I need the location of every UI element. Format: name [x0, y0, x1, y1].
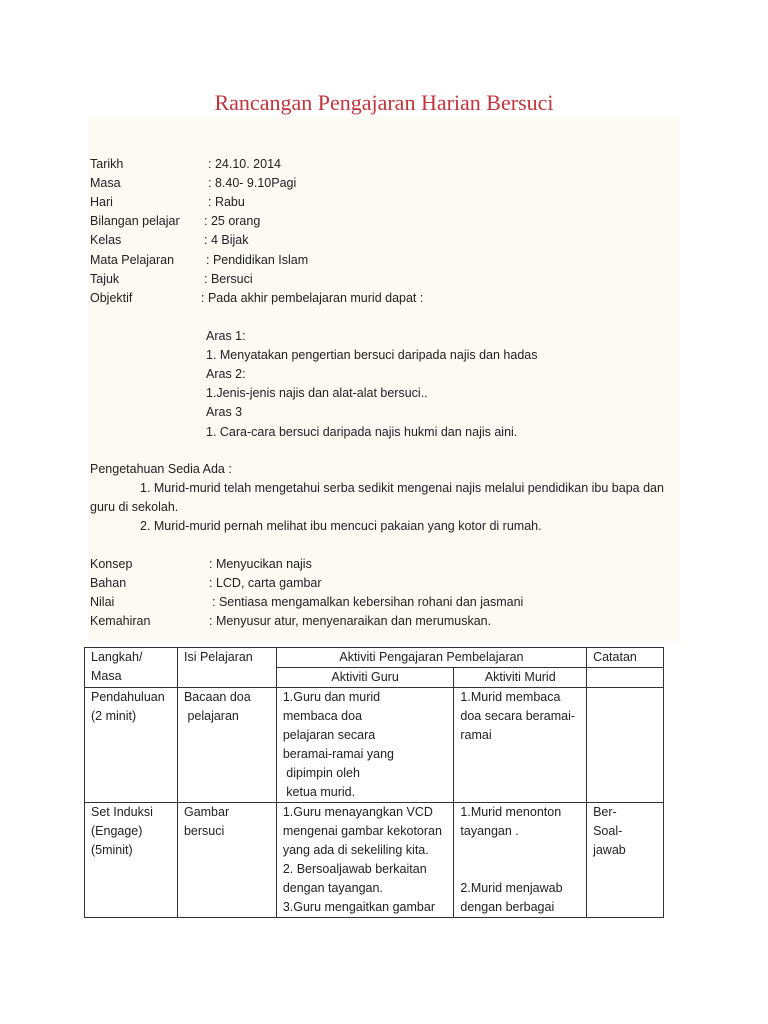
cell-line: pelajaran secara	[282, 728, 376, 742]
cell-line: yang ada di sekeliling kita.	[282, 843, 429, 857]
cell-line: jawab	[593, 843, 626, 857]
cell-line	[460, 841, 580, 860]
detail-value-kemahiran: : Menyusur atur, menyenaraikan dan merumuskan.	[209, 614, 492, 628]
info-panel	[88, 117, 680, 642]
cell-line: doa secara beramai-	[460, 709, 576, 723]
aras-3-label: Aras 3	[206, 405, 243, 419]
row2-isi	[177, 803, 276, 918]
row2-guru	[276, 803, 454, 918]
cell-line: (5minit)	[91, 843, 133, 857]
row1-isi	[177, 688, 276, 803]
detail-label-kemahiran: Kemahiran	[90, 614, 151, 628]
cell-line: dengan tayangan.	[282, 881, 383, 895]
detail-value-nilai: : Sentiasa mengamalkan kebersihan rohani dan jasmani	[212, 595, 524, 609]
cell-line: 1.Guru menayangkan VCD	[282, 805, 433, 819]
cell-line: beramai-ramai yang	[282, 747, 394, 761]
cell-line	[460, 860, 580, 879]
row2-murid	[454, 803, 587, 918]
aras-2-label: Aras 2:	[206, 367, 246, 381]
info-value-masa: : 8.40- 9.10Pagi	[208, 176, 297, 190]
detail-label-nilai: Nilai	[90, 595, 115, 609]
header-langkah	[85, 648, 178, 688]
info-label-masa: Masa	[90, 176, 121, 190]
row1-catatan	[587, 688, 664, 803]
page-title: Rancangan Pengajaran Harian Bersuci	[214, 90, 554, 115]
detail-value-bahan: : LCD, carta gambar	[209, 576, 322, 590]
info-value-tajuk: : Bersuci	[204, 272, 253, 286]
header-aktiviti: Aktiviti Pengajaran Pembelajaran	[276, 648, 586, 668]
detail-label-bahan: Bahan	[90, 576, 127, 590]
cell-line: pelajaran	[183, 709, 239, 723]
cell-line: Set Induksi	[91, 805, 153, 819]
cell-line: bersuci	[183, 824, 225, 838]
row2-catatan	[587, 803, 664, 918]
header-isi-pelajaran: Isi Pelajaran	[177, 648, 276, 688]
cell-line: 2.Murid menjawab	[460, 881, 563, 895]
prior-knowledge-point-2: 2. Murid-murid pernah melihat ibu mencuci pakaian yang kotor di rumah.	[140, 519, 542, 533]
cell-line: (2 minit)	[91, 709, 137, 723]
cell-line: 1.Murid membaca	[460, 690, 561, 704]
aras-1-label: Aras 1:	[206, 329, 246, 343]
table-row	[85, 803, 664, 918]
row1-langkah	[85, 688, 178, 803]
info-value-bilangan: : 25 orang	[204, 214, 261, 228]
info-label-objektif: Objektif	[90, 291, 133, 305]
cell-line: dipimpin oleh	[282, 766, 360, 780]
aras-3-text: 1. Cara-cara bersuci daripada najis hukmi dan najis aini.	[206, 425, 518, 439]
header-catatan-blank	[587, 668, 664, 688]
info-label-bilangan: Bilangan pelajar	[90, 214, 180, 228]
cell-line: 2. Bersoaljawab berkaitan	[282, 862, 427, 876]
info-value-hari: : Rabu	[208, 195, 245, 209]
cell-line: Pendahuluan	[91, 690, 165, 704]
cell-line: Gambar	[183, 805, 230, 819]
lesson-table	[84, 647, 664, 918]
info-label-tarikh: Tarikh	[90, 157, 124, 171]
row1-guru	[276, 688, 454, 803]
header-langkah-line: Masa	[91, 669, 122, 683]
cell-line: ketua murid.	[282, 785, 356, 799]
cell-line: Bacaan doa	[183, 690, 251, 704]
header-langkah-line: Langkah/	[91, 650, 143, 664]
table-row	[85, 688, 664, 803]
cell-line: 1.Murid menonton	[460, 805, 562, 819]
detail-label-konsep: Konsep	[90, 557, 133, 571]
cell-line: 1.Guru dan murid	[282, 690, 381, 704]
cell-line: dengan berbagai	[460, 900, 555, 914]
info-value-tarikh: : 24.10. 2014	[208, 157, 281, 171]
row2-langkah	[85, 803, 178, 918]
info-label-mata-pelajaran: Mata Pelajaran	[90, 253, 175, 267]
info-value-mata-pelajaran: : Pendidikan Islam	[206, 253, 309, 267]
info-value-objektif: : Pada akhir pembelajaran murid dapat :	[201, 291, 424, 305]
aras-1-text: 1. Menyatakan pengertian bersuci daripada najis dan hadas	[206, 348, 538, 362]
info-label-tajuk: Tajuk	[90, 272, 120, 286]
info-label-hari: Hari	[90, 195, 113, 209]
table-header-row	[85, 648, 664, 668]
info-label-kelas: Kelas	[90, 233, 122, 247]
cell-line: 3.Guru mengaitkan gambar	[282, 900, 435, 914]
cell-line: Soal-	[593, 824, 623, 838]
header-catatan: Catatan	[587, 648, 664, 668]
cell-line: ramai	[460, 728, 492, 742]
cell-line: Ber-	[593, 805, 617, 819]
header-aktiviti-murid: Aktiviti Murid	[454, 668, 587, 688]
aras-2-text: 1.Jenis-jenis najis dan alat-alat bersuci..	[206, 386, 428, 400]
prior-knowledge-point-1: 1. Murid-murid telah mengetahui serba sedikit mengenai najis melalui pendidikan ibu bapa dan	[140, 481, 664, 495]
prior-knowledge-heading: Pengetahuan Sedia Ada :	[90, 462, 232, 476]
cell-line: tayangan .	[460, 824, 519, 838]
header-aktiviti-guru: Aktiviti Guru	[276, 668, 454, 688]
cell-line: mengenai gambar kekotoran	[282, 824, 442, 838]
detail-value-konsep: : Menyucikan najis	[209, 557, 312, 571]
cell-line: membaca doa	[282, 709, 363, 723]
info-value-kelas: : 4 Bijak	[204, 233, 249, 247]
cell-line: (Engage)	[91, 824, 143, 838]
prior-knowledge-point-1-cont: guru di sekolah.	[90, 500, 179, 514]
row1-murid	[454, 688, 587, 803]
